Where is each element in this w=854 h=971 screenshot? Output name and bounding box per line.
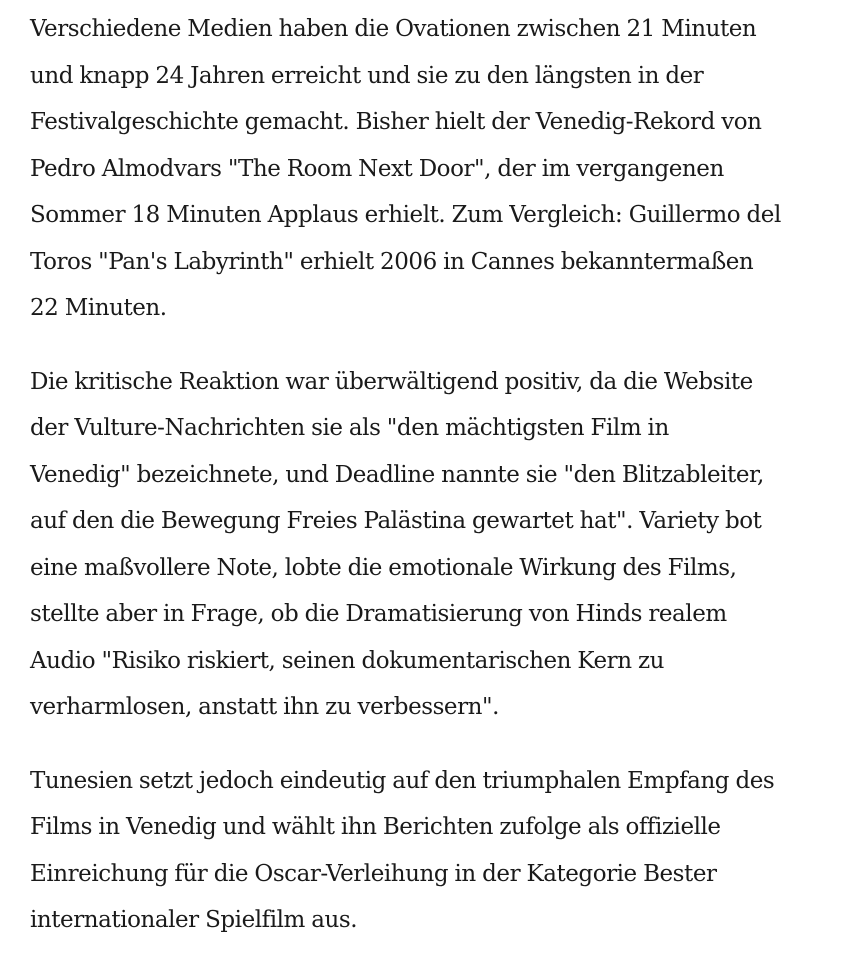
text-line: Einreichung für die Oscar-Verleihung in der Kategorie Bester: [30, 860, 717, 887]
text-line: eine maßvollere Note, lobte die emotionale Wirkung des Films,: [30, 554, 737, 581]
paragraph-2: [30, 359, 830, 731]
text-line: Toros "Pan's Labyrinth" erhielt 2006 in Cannes bekanntermaßen: [30, 248, 754, 275]
article-body: [30, 6, 830, 971]
text-line: Venedig" bezeichnete, und Deadline nannte sie "den Blitzableiter,: [30, 461, 764, 488]
text-line: Festivalgeschichte gemacht. Bisher hielt der Venedig-Rekord von: [30, 109, 762, 135]
text-line: Sommer 18 Minuten Applaus erhielt. Zum Vergleich: Guillermo del: [30, 202, 781, 228]
text-line: der Vulture-Nachrichten sie als "den mächtigsten Film in: [30, 415, 669, 441]
text-line: stellte aber in Frage, ob die Dramatisierung von Hinds realem: [30, 601, 727, 627]
text-line: Pedro Almodvars "The Room Next Door", der im vergangenen: [30, 155, 724, 182]
text-line: auf den die Bewegung Freies Palästina gewartet hat". Variety bot: [30, 508, 762, 534]
text-line: Verschiedene Medien haben die Ovationen zwischen 21 Minuten: [30, 16, 757, 42]
text-line: Die kritische Reaktion war überwältigend positiv, da die Website: [30, 368, 753, 395]
text-line: Audio "Risiko riskiert, seinen dokumentarischen Kern zu: [30, 647, 664, 674]
paragraph-3: [30, 758, 830, 944]
text-line: 22 Minuten.: [30, 295, 167, 321]
paragraph-1: [30, 6, 830, 332]
text-line: verharmlosen, anstatt ihn zu verbessern".: [30, 694, 499, 720]
text-line: Tunesien setzt jedoch eindeutig auf den triumphalen Empfang des: [30, 767, 775, 794]
text-line: Films in Venedig und wählt ihn Berichten zufolge als offizielle: [30, 814, 721, 840]
text-line: und knapp 24 Jahren erreicht und sie zu den längsten in der: [30, 62, 704, 89]
text-line: internationaler Spielfilm aus.: [30, 907, 358, 933]
